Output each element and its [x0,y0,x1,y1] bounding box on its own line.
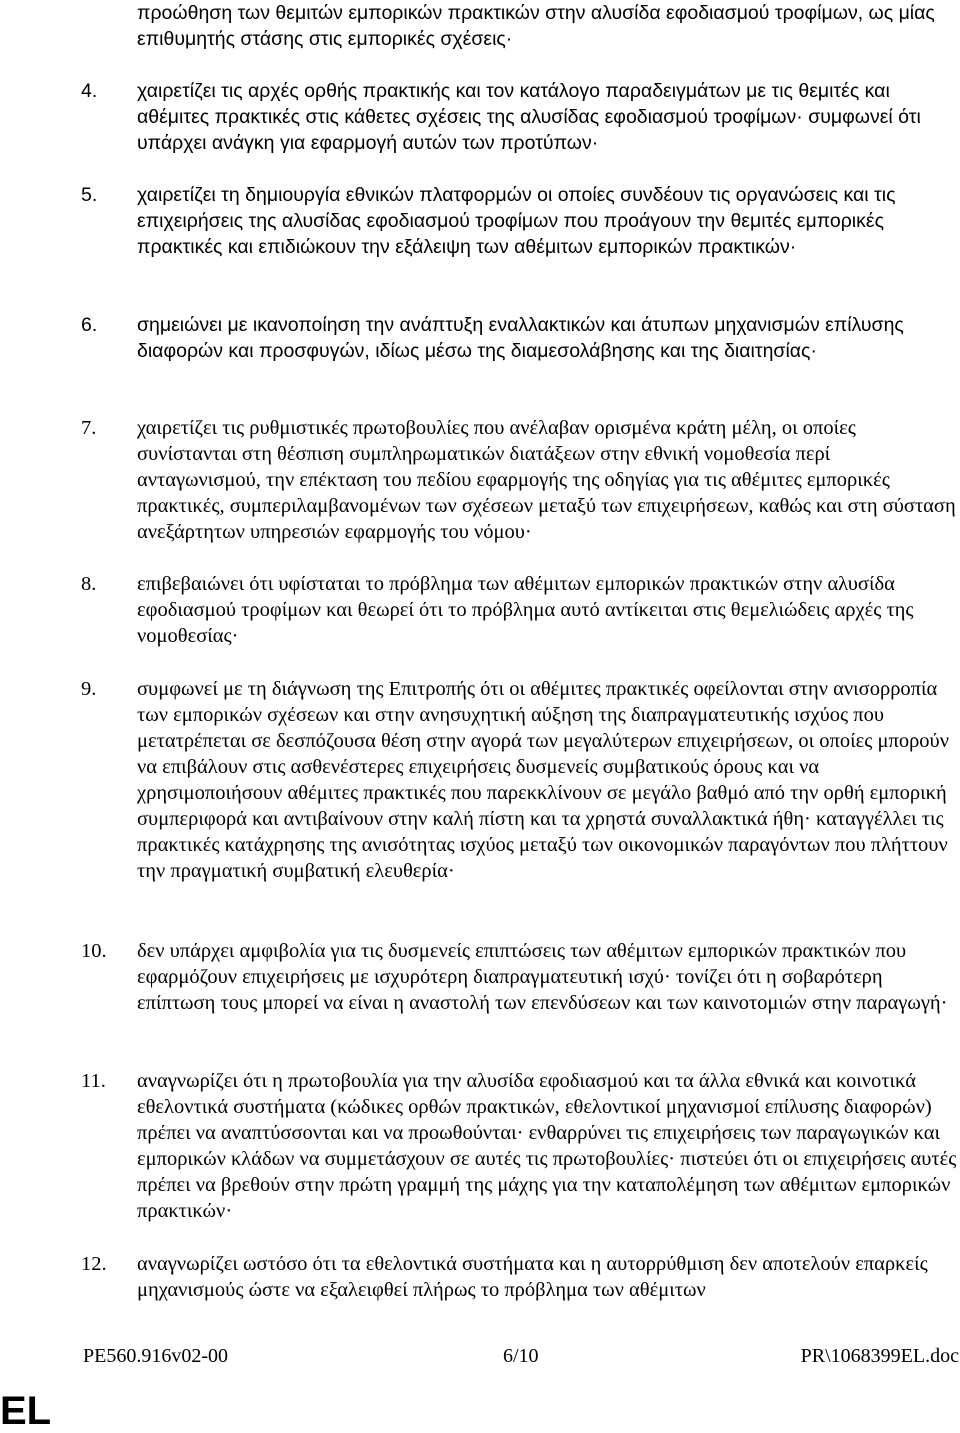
paragraph-number-9: 9. [81,678,97,700]
paragraph-5: χαιρετίζει τη δημιουργία εθνικών πλατφορμών οι οποίες συνδέουν τις οργανώσεις και τις επιχειρήσεις της αλυσίδας εφοδιασμού τροφίμων που προάγουν την θεμιτές εμπορικές πρακτικές και επιδιώκουν την εξάλειψη των αθέμιτων εμπορικών πρακτικών· [137,184,896,258]
paragraph-number-6: 6. [81,314,98,336]
page-footer [83,1341,959,1371]
footer-reference: PE560.916v02-00 [83,1345,228,1367]
paragraph-number-5: 5. [81,184,98,206]
paragraph-6: σημειώνει με ικανοποίηση την ανάπτυξη εναλλακτικών και άτυπων μηχανισμών επίλυσης διαφορών και προσφυγών, ιδίως μέσω της διαμεσολάβησης και της διαιτησίας· [137,314,904,362]
footer-file-name: PR\1068399EL.doc [800,1345,959,1367]
paragraph-3-continuation: προώθηση των θεμιτών εμπορικών πρακτικών στην αλυσίδα εφοδιασμού τροφίμων, ως μίας επιθυμητής στάσης στις εμπορικές σχέσεις· [137,2,935,50]
paragraph-8: επιβεβαιώνει ότι υφίσταται το πρόβλημα των αθέμιτων εμπορικών πρακτικών στην αλυσίδα εφοδιασμού τροφίμων και θεωρεί ότι το πρόβλημα αυτό αντίκειται στις θεμελιώδεις αρχές της νομοθεσίας· [137,573,914,647]
paragraph-7: χαιρετίζει τις ρυθμιστικές πρωτοβουλίες που ανέλαβαν ορισμένα κράτη μέλη, οι οποίες συνίστανται στη θέσπιση συμπληρωματικών διατάξεων στην εθνική νομοθεσία περί ανταγωνισμού, την επέκταση του πεδίου εφαρμογής της οδηγίας για τις αθέμιτες εμπορικές πρακτικές, συμπεριλαμβανομένων των σχέσεων μεταξύ των επιχειρήσεων, καθώς και στη σύσταση ανεξάρτητων υπηρεσιών εφαρμογής του νόμου· [137,417,956,543]
paragraph-number-7: 7. [81,417,97,439]
paragraph-11: αναγνωρίζει ότι η πρωτοβουλία για την αλυσίδα εφοδιασμού και τα άλλα εθνικά και κοινοτικά εθελοντικά συστήματα (κώδικες ορθών πρακτικών, εθελοντικοί μηχανισμοί επίλυσης διαφορών) πρέπει να αναπτύσσονται και να προωθούνται· ενθαρρύνει τις επιχειρήσεις των παραγωγικών και εμπορικών κλάδων να συμμετάσχουν σε αυτές τις πρωτοβουλίες· πιστεύει ότι οι επιχειρήσεις αυτές πρέπει να βρεθούν στην πρώτη γραμμή της μάχης για την καταπολέμηση των αθέμιτων εμπορικών πρακτικών· [137,1070,957,1222]
footer-page-number: 6/10 [503,1345,539,1367]
paragraph-number-11: 11. [81,1070,106,1092]
paragraph-12: αναγνωρίζει ωστόσο ότι τα εθελοντικά συστήματα και η αυτορρύθμιση δεν αποτελούν επαρκείς μηχανισμούς ώστε να εξαλειφθεί πλήρως το πρόβλημα των αθέμιτων [137,1253,928,1301]
paragraph-4: χαιρετίζει τις αρχές ορθής πρακτικής και τον κατάλογο παραδειγμάτων με τις θεμιτές και αθέμιτες πρακτικές στις κάθετες σχέσεις της αλυσίδας εφοδιασμού τροφίμων· συμφωνεί ότι υπάρχει ανάγκη για εφαρμογή αυτών των προτύπων· [137,80,921,154]
paragraph-10: δεν υπάρχει αμφιβολία για τις δυσμενείς επιπτώσεις των αθέμιτων εμπορικών πρακτικών που εφαρμόζουν επιχειρήσεις με ισχυρότερη διαπραγματευτική ισχύ· τονίζει ότι η σοβαρότερη επίπτωση τους μπορεί να είναι η αναστολή των επενδύσεων και των καινοτομιών στην παραγωγή· [137,940,948,1014]
paragraph-9: συμφωνεί με τη διάγνωση της Επιτροπής ότι οι αθέμιτες πρακτικές οφείλονται στην ανισορροπία των εμπορικών σχέσεων και στην ανησυχητική αύξηση της διαπραγματευτικής ισχύος που μετατρέπεται σε δεσπόζουσα θέση στην αγορά των μεγαλύτερων επιχειρήσεων, οι οποίες μπορούν να επιβάλουν στις ασθενέστερες επιχειρήσεις δυσμενείς συμβατικούς όρους και να χρησιμοποιήσουν αθέμιτες πρακτικές που παρεκκλίνουν σε μεγάλο βαθμό από την ορθή εμπορική συμπεριφορά και αντιβαίνουν στην καλή πίστη και τα χρηστά συναλλακτικά ήθη· καταγγέλλει τις πρακτικές κατάχρησης της ανισότητας ισχύος μεταξύ των οικονομικών παραγόντων που πλήττουν την πραγματική συμβατική ελευθερία· [137,678,949,882]
paragraph-number-10: 10. [81,940,107,962]
language-code: EL [0,1389,52,1433]
paragraph-number-4: 4. [81,80,98,102]
paragraph-number-12: 12. [81,1253,107,1275]
paragraph-number-8: 8. [81,573,97,595]
